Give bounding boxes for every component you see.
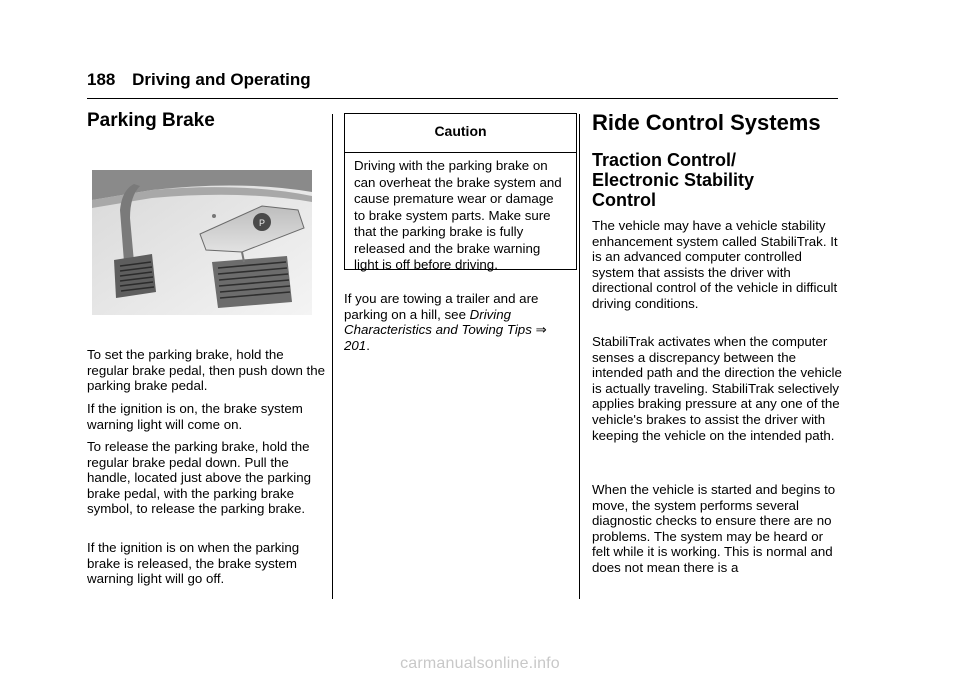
caution-box (344, 113, 577, 270)
watermark: carmanualsonline.info (400, 655, 560, 672)
traction-control-heading: Traction Control/ Electronic Stability Control (592, 150, 755, 210)
period: . (366, 337, 370, 353)
towing-paragraph (344, 291, 574, 353)
parking-brake-heading: Parking Brake (87, 110, 215, 131)
caution-rule (345, 152, 576, 153)
paragraph: The vehicle may have a vehicle stability enhancement system called StabiliTrak. It is an advanced computer controlled system that assists the driver with directional control of the vehicle in difficult driving conditions. (592, 218, 838, 311)
paragraph: StabiliTrak activates when the computer senses a discrepancy between the intended path and the direction the vehicle is actually traveling. StabiliTrak selectively applies braking pressure at any one of the vehicle's brakes to assist the driver with keeping the vehicle on the intended path. (592, 334, 842, 443)
ride-control-title: Ride Control Systems (592, 110, 821, 135)
towing-tips-link[interactable]: Driving Characteristics and Towing Tips (344, 306, 532, 338)
paragraph: When the vehicle is started and begins to move, the system performs several diagnostic checks to ensure there are no problems. The system may be heard or felt while it is working. This is normal and does not mean there is a (592, 482, 836, 575)
parking-brake-illustration (92, 170, 312, 315)
caution-title: Caution (434, 123, 487, 139)
page-header (87, 70, 311, 90)
paragraph: To release the parking brake, hold the regular brake pedal down. Pull the handle, located just above the parking brake pedal, with the parking brake symbol, to release the parking brake. (87, 439, 311, 517)
column-divider (579, 114, 580, 599)
paragraph: If the ignition is on, the brake system warning light will come on. (87, 401, 303, 432)
svg-text:P: P (258, 218, 266, 228)
section-title: Driving and Operating (132, 70, 311, 89)
header-rule (87, 98, 838, 99)
page-number: 188 (87, 70, 116, 89)
paragraph: If the ignition is on when the parking brake is released, the brake system warning light will go off. (87, 540, 300, 587)
caution-text: Driving with the parking brake on can overheat the brake system and cause premature wear or damage to brake system parts. Make sure that the parking brake is fully released and the brake warning light is off before driving. (354, 158, 562, 272)
page-ref-arrow-icon: ⇒ (535, 322, 547, 338)
towing-text: If you are towing a trailer and are parking on a hill, see (344, 291, 539, 322)
page-ref[interactable]: 201 (344, 337, 367, 353)
paragraph: To set the parking brake, hold the regular brake pedal, then push down the parking brake pedal. (87, 347, 326, 394)
column-divider (332, 114, 333, 599)
